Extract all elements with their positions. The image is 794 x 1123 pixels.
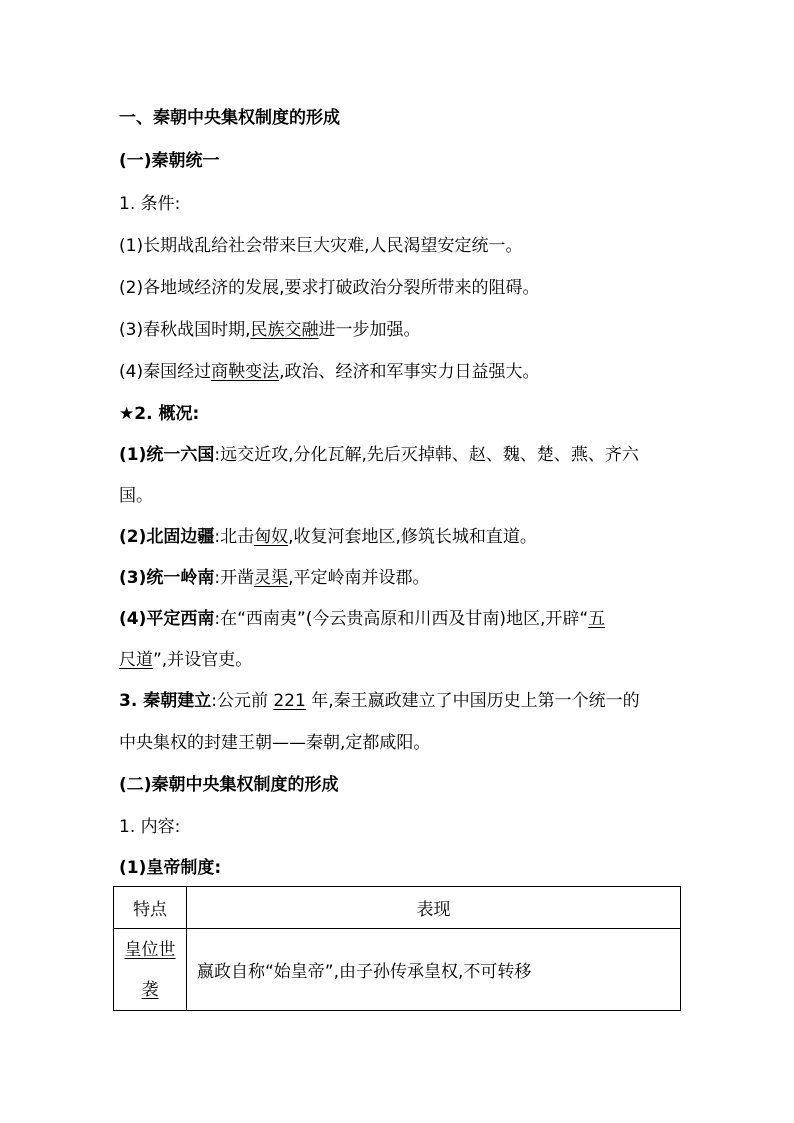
condition-2: (2)各地域经济的发展,要求打破政治分裂所带来的阻碍。 (119, 278, 540, 298)
item-qin-established-title: 3. 秦朝建立 (119, 691, 212, 711)
condition-3-text-c: 进一步加强。 (318, 320, 421, 340)
overview-1 (119, 443, 679, 467)
item-qin-established-text-b: 年,秦王嬴政建立了中国历史上第一个统一的 (305, 691, 640, 711)
overview-3-text-b: ,平定岭南并设郡。 (288, 568, 430, 588)
table-header-row (114, 887, 681, 929)
overview-2-title: (2)北固边疆 (119, 527, 215, 547)
overview-4 (119, 607, 679, 631)
item-emperor-system: (1)皇帝制度: (119, 858, 222, 878)
feature-hereditary-line1: 皇位世 (124, 939, 176, 960)
item-conditions: 1. 条件: (119, 194, 181, 214)
keyword-shang-yang-reform: 商鞅变法 (211, 362, 280, 382)
item-qin-established (119, 689, 679, 713)
overview-1-cont: 国。 (119, 486, 153, 506)
overview-4-text-b: ”,并设官吏。 (153, 650, 253, 670)
condition-4 (119, 360, 679, 384)
keyword-xiongnu: 匈奴 (254, 527, 289, 547)
item-qin-established-cont: 中央集权的封建王朝——秦朝,定都咸阳。 (119, 733, 431, 753)
overview-4-title: (4)平定西南 (119, 609, 215, 629)
subsection-heading-centralization: (二)秦朝中央集权制度的形成 (119, 775, 339, 795)
keyword-lingqu: 灵渠 (254, 568, 289, 588)
overview-2-text-a: :北击 (214, 527, 255, 547)
keyword-wuchidao-part2: 尺道 (119, 650, 153, 670)
overview-1-title: (1)统一六国 (119, 445, 215, 465)
item-qin-established-text-a: :公元前 (211, 691, 274, 711)
keyword-wuchidao-part1: 五 (588, 609, 606, 629)
table-cell-feature (114, 929, 187, 1011)
condition-1: (1)长期战乱给社会带来巨大灾难,人民渴望安定统一。 (119, 236, 523, 256)
condition-4-text-c: ,政治、经济和军事实力日益强大。 (279, 362, 540, 382)
item-content: 1. 内容: (119, 817, 181, 837)
condition-3 (119, 318, 679, 342)
condition-4-text-a: (4)秦国经过 (119, 362, 212, 382)
overview-3-text-a: :开凿 (214, 568, 255, 588)
subsection-heading-qin-unification: (一)秦朝统一 (119, 151, 220, 171)
table-header-feature: 特点 (114, 887, 187, 929)
overview-2 (119, 525, 679, 549)
keyword-year-221: 221 (273, 691, 306, 711)
table-cell-manifestation: 嬴政自称“始皇帝”,由子孙传承皇权,不可转移 (187, 929, 681, 1011)
table-row (114, 929, 681, 1011)
condition-3-text-a: (3)春秋战国时期, (119, 320, 251, 340)
keyword-ethnic-integration: 民族交融 (250, 320, 319, 340)
section-heading-1: 一、秦朝中央集权制度的形成 (119, 108, 340, 128)
overview-3-title: (3)统一岭南 (119, 568, 215, 588)
emperor-system-table (113, 886, 681, 1011)
item-overview: ★2. 概况: (119, 404, 200, 424)
table-header-manifestation: 表现 (187, 887, 681, 929)
overview-4-text-a: :在“西南夷”(今云贵高原和川西及甘南)地区,开辟“ (214, 609, 589, 629)
overview-2-text-b: ,收复河套地区,修筑长城和直道。 (288, 527, 537, 547)
feature-hereditary-line2: 袭 (141, 979, 159, 1000)
overview-3 (119, 566, 679, 590)
overview-4-cont (119, 648, 679, 672)
overview-1-text: :远交近攻,分化瓦解,先后灭掉韩、赵、魏、楚、燕、齐六 (214, 445, 639, 465)
